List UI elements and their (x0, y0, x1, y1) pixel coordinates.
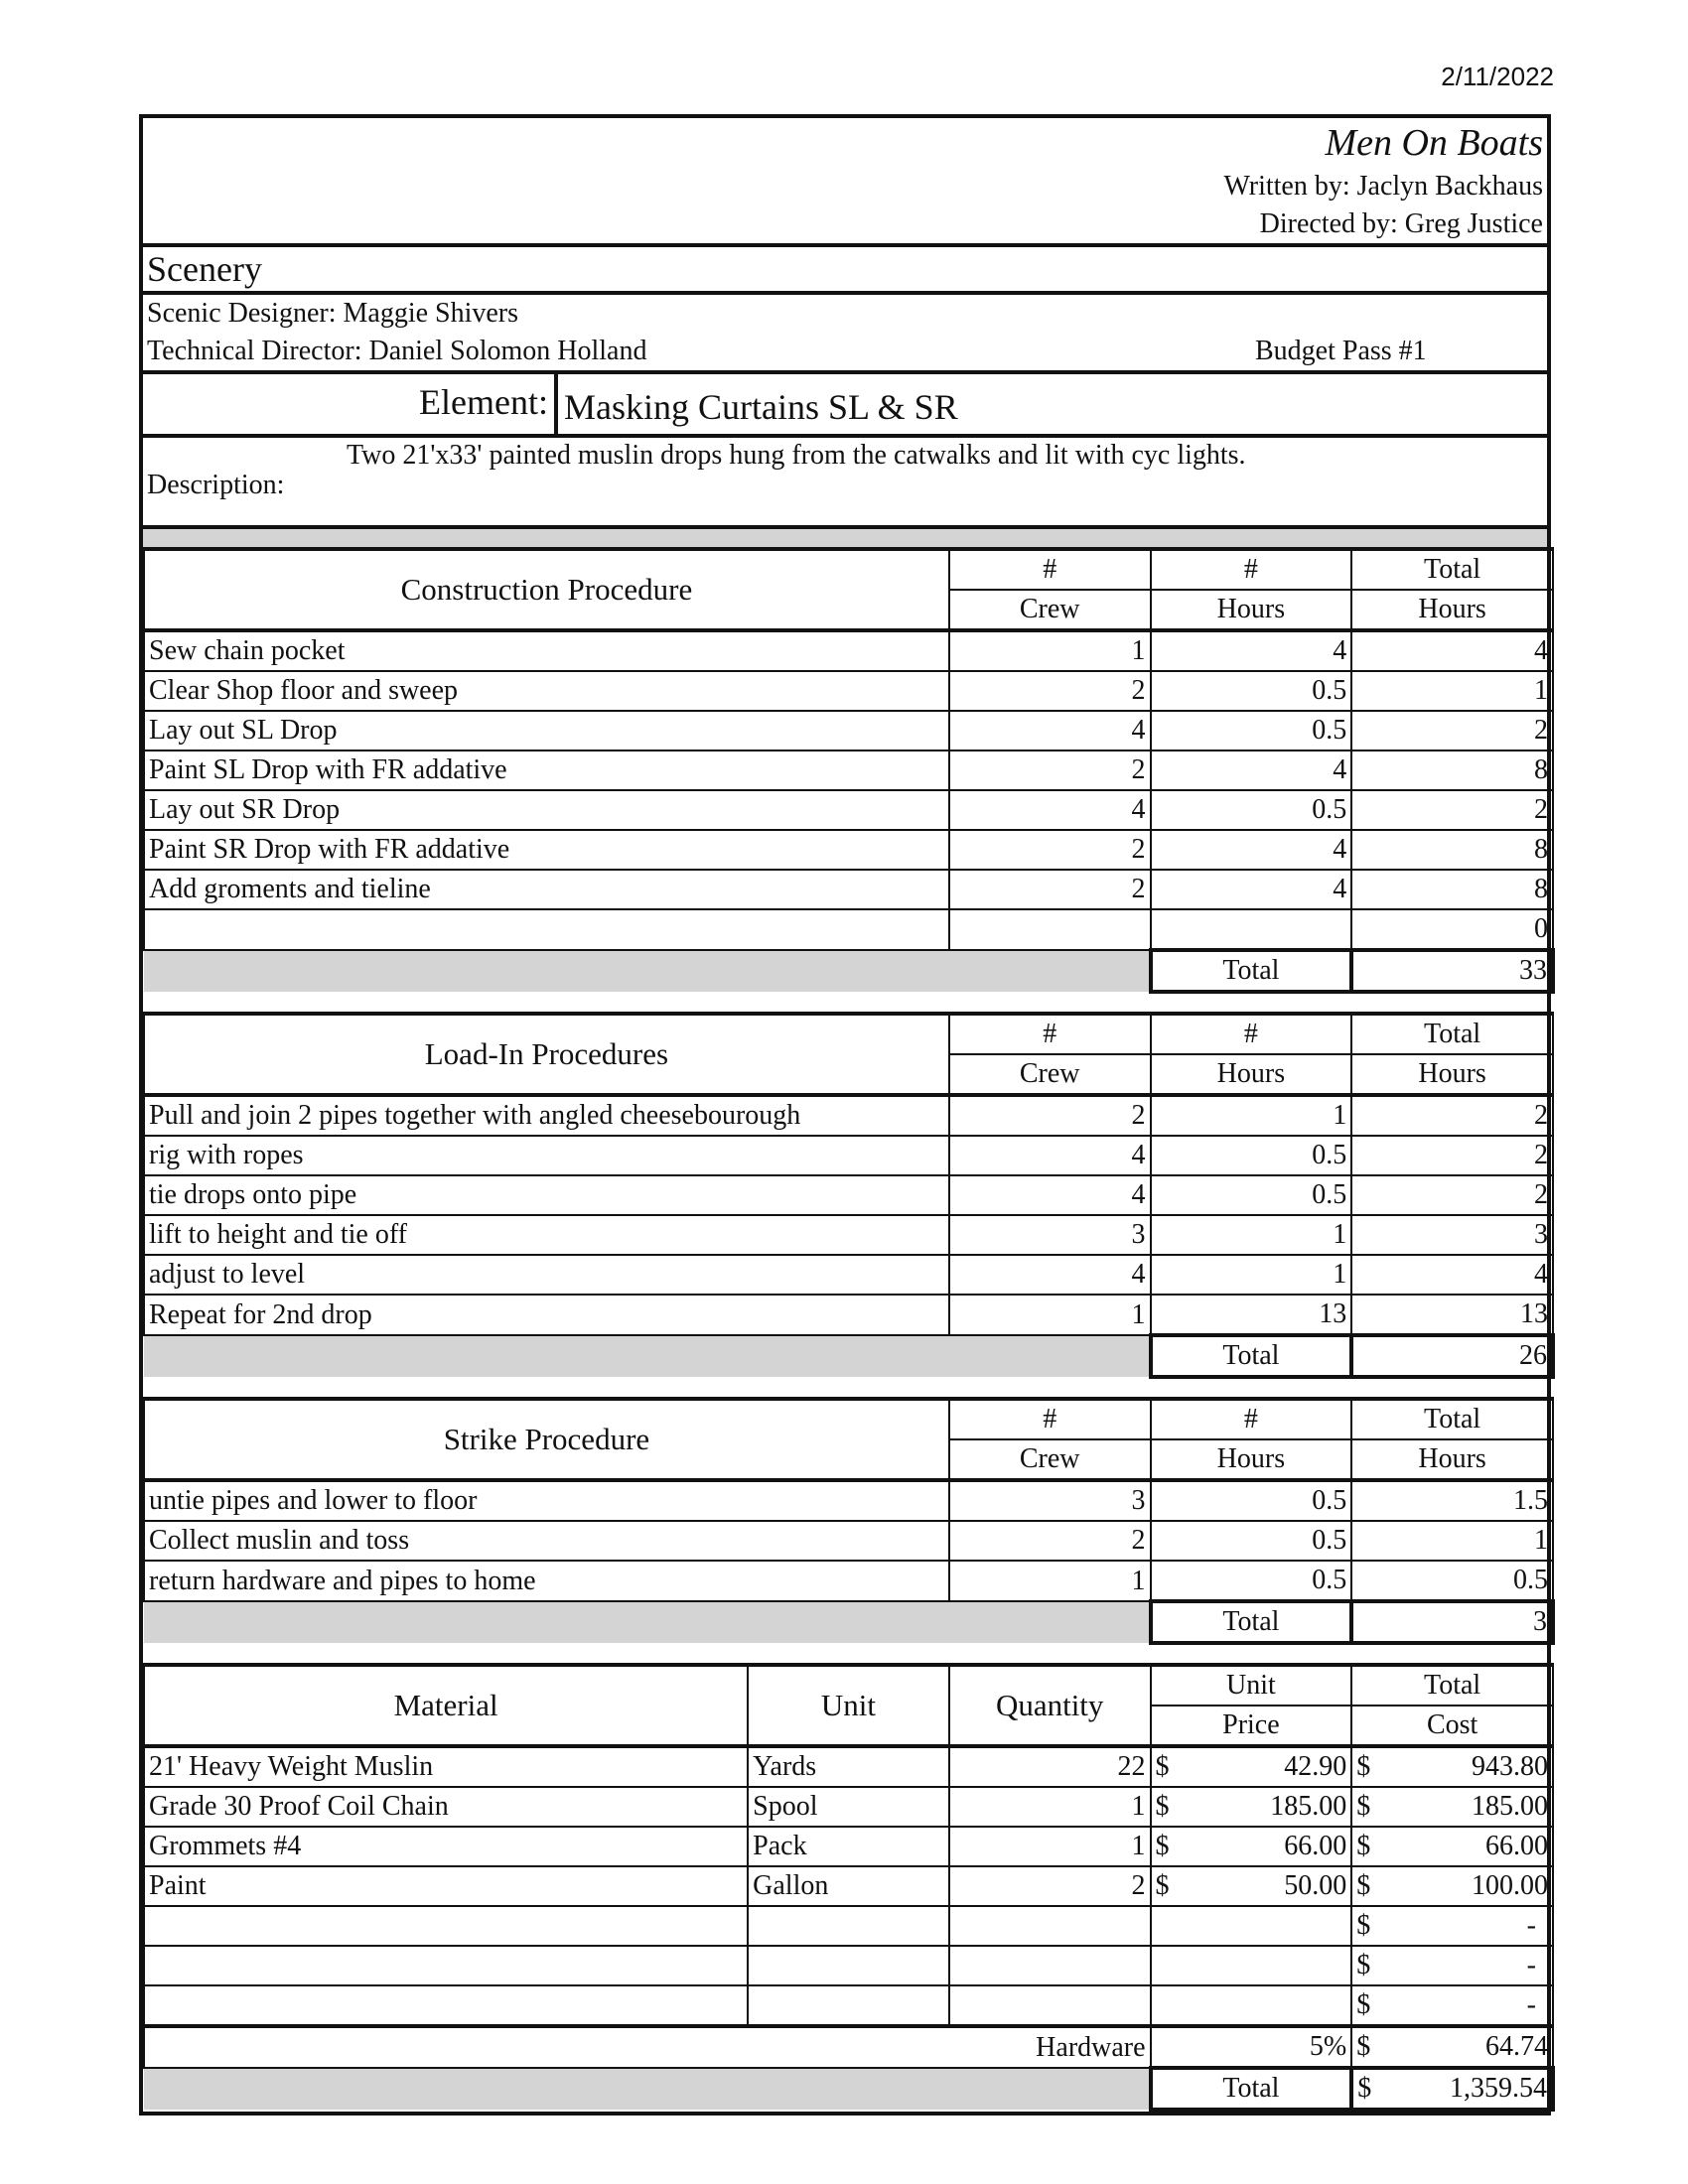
crew-cell: 4 (949, 1255, 1151, 1295)
table-row (144, 830, 1553, 870)
hours-cell (1151, 909, 1352, 950)
total-cost-cell (1351, 1827, 1553, 1866)
shaded-spacer (144, 1601, 1151, 1643)
task-cell: lift to height and tie off (144, 1215, 949, 1255)
hours-cell: 0.5 (1151, 671, 1352, 711)
crew-cell: 1 (949, 630, 1151, 671)
currency-sign: $ (1356, 1870, 1371, 1901)
header-row (144, 1399, 1553, 1439)
hours-hash-header: # (1151, 1399, 1352, 1439)
total-hours-cell: 2 (1351, 790, 1553, 830)
total-hours-cell: 8 (1351, 751, 1553, 790)
hours-header: Hours (1151, 590, 1352, 630)
total-hours-header: Hours (1351, 1439, 1553, 1480)
department: Scenery (139, 243, 1551, 291)
unit-cell (748, 1906, 949, 1946)
crew-cell: 2 (949, 671, 1151, 711)
total-hours-header: Hours (1351, 590, 1553, 630)
hours-cell: 0.5 (1151, 1480, 1352, 1521)
total-hours-cell: 13 (1351, 1295, 1553, 1335)
total-cost-header: Cost (1351, 1706, 1553, 1746)
total-label: Total (1151, 1601, 1352, 1643)
element-row (139, 370, 1551, 434)
currency-sign: $ (1356, 1791, 1371, 1822)
crew-cell: 2 (949, 751, 1151, 790)
strike-table (143, 1397, 1555, 1645)
section-title: Load-In Procedures (144, 1014, 949, 1095)
hours-cell: 0.5 (1151, 1561, 1352, 1601)
grand-total-row (144, 2068, 1553, 2110)
total-hours-cell: 1 (1351, 1521, 1553, 1561)
hours-cell: 0.5 (1151, 1175, 1352, 1215)
unit-cell: Spool (748, 1787, 949, 1827)
section-title: Construction Procedure (144, 549, 949, 630)
task-cell: Paint SR Drop with FR addative (144, 830, 949, 870)
task-cell: return hardware and pipes to home (144, 1561, 949, 1601)
unit-price-cell-value: 185.00 (1270, 1791, 1347, 1822)
table-row (144, 1175, 1553, 1215)
total-cost-header-top: Total (1351, 1665, 1553, 1706)
total-hours-cell: 2 (1351, 1095, 1553, 1136)
total-hours-cell: 3 (1351, 1215, 1553, 1255)
currency-sign: $ (1356, 1910, 1371, 1941)
total-cost-cell-value: - (1526, 1950, 1536, 1980)
sections (139, 525, 1551, 2116)
total-row (144, 1601, 1553, 1643)
crew-cell: 3 (949, 1215, 1151, 1255)
hours-cell: 0.5 (1151, 1521, 1352, 1561)
crew-cell: 1 (949, 1561, 1151, 1601)
total-cost-cell (1351, 1787, 1553, 1827)
task-cell: Lay out SL Drop (144, 711, 949, 751)
material-cell: Paint (144, 1866, 748, 1906)
currency-sign: $ (1155, 1870, 1170, 1901)
crew-cell: 2 (949, 870, 1151, 909)
total-hours-cell: 8 (1351, 870, 1553, 909)
currency-sign: $ (1155, 1831, 1170, 1861)
total-cost-cell-value: - (1526, 1910, 1536, 1941)
hardware-percent: 5% (1151, 2026, 1352, 2068)
crew-hash-header: # (949, 549, 1151, 590)
crew-cell: 4 (949, 790, 1151, 830)
quantity-cell: 2 (949, 1866, 1151, 1906)
crew-header: Crew (949, 590, 1151, 630)
material-cell (144, 1906, 748, 1946)
unit-cell: Yards (748, 1746, 949, 1787)
total-hours-cell: 1.5 (1351, 1480, 1553, 1521)
table-row (144, 1827, 1553, 1866)
unit-cell: Gallon (748, 1866, 949, 1906)
material-cell (144, 1946, 748, 1985)
spacer-bar (143, 529, 1547, 547)
crew-cell: 4 (949, 711, 1151, 751)
task-cell: Sew chain pocket (144, 630, 949, 671)
quantity-cell (949, 1985, 1151, 2026)
total-cost-cell-value: 943.80 (1472, 1751, 1548, 1782)
task-cell: rig with ropes (144, 1136, 949, 1175)
total-hours-cell: 4 (1351, 1255, 1553, 1295)
task-cell (144, 909, 949, 950)
hours-cell: 13 (1151, 1295, 1352, 1335)
description-row (139, 434, 1551, 525)
material-cell: Grade 30 Proof Coil Chain (144, 1787, 748, 1827)
crew-cell: 4 (949, 1136, 1151, 1175)
currency-sign: $ (1356, 1751, 1371, 1782)
table-row (144, 711, 1553, 751)
material-header: Material (144, 1665, 748, 1746)
total-header: Total (1351, 549, 1553, 590)
currency-sign: $ (1356, 1989, 1371, 2020)
grand-total (1351, 2068, 1553, 2110)
table-row (144, 1521, 1553, 1561)
total-cost-cell (1351, 1746, 1553, 1787)
unit-price-cell (1151, 1787, 1352, 1827)
shaded-spacer (144, 2068, 1151, 2110)
total-hours-cell: 1 (1351, 671, 1553, 711)
unit-price-cell (1151, 1946, 1352, 1985)
total-hours-cell: 0.5 (1351, 1561, 1553, 1601)
task-cell: Pull and join 2 pipes together with angled cheesebourough (144, 1095, 949, 1136)
section-total: 3 (1351, 1601, 1553, 1643)
unit-price-cell-value: 66.00 (1284, 1831, 1347, 1861)
total-cost-cell (1351, 1946, 1553, 1985)
unit-cell: Pack (748, 1827, 949, 1866)
materials-table (143, 1663, 1555, 2112)
header-row (144, 1014, 1553, 1054)
unit-price-cell (1151, 1906, 1352, 1946)
total-cost-cell-value: 100.00 (1472, 1870, 1548, 1901)
crew-cell: 2 (949, 830, 1151, 870)
total-cost-cell (1351, 1985, 1553, 2026)
budget-pass: Budget Pass #1 (1255, 336, 1427, 366)
task-cell: Repeat for 2nd drop (144, 1295, 949, 1335)
table-row (144, 1561, 1553, 1601)
crew-cell: 2 (949, 1521, 1151, 1561)
task-cell: Paint SL Drop with FR addative (144, 751, 949, 790)
table-row (144, 1746, 1553, 1787)
quantity-header: Quantity (949, 1665, 1151, 1746)
total-hours-header: Hours (1351, 1054, 1553, 1095)
total-row (144, 1335, 1553, 1377)
quantity-cell: 1 (949, 1787, 1151, 1827)
task-cell: tie drops onto pipe (144, 1175, 949, 1215)
hours-cell: 4 (1151, 830, 1352, 870)
hardware-cost-value: 64.74 (1485, 2031, 1548, 2062)
crew-cell: 4 (949, 1175, 1151, 1215)
hours-cell: 1 (1151, 1215, 1352, 1255)
show-header (139, 114, 1551, 243)
currency-sign: $ (1356, 1831, 1371, 1861)
table-row (144, 751, 1553, 790)
table-row (144, 671, 1553, 711)
unit-price-cell (1151, 1746, 1352, 1787)
task-cell: Add groments and tieline (144, 870, 949, 909)
currency-sign: $ (1356, 2031, 1371, 2062)
table-row (144, 1295, 1553, 1335)
unit-price-header-top: Unit (1151, 1665, 1352, 1706)
total-cost-cell (1351, 1906, 1553, 1946)
unit-cell (748, 1946, 949, 1985)
total-header: Total (1351, 1399, 1553, 1439)
table-row (144, 630, 1553, 671)
crew-cell (949, 909, 1151, 950)
hours-cell: 0.5 (1151, 790, 1352, 830)
crew-hash-header: # (949, 1014, 1151, 1054)
material-cell: 21' Heavy Weight Muslin (144, 1746, 748, 1787)
hours-cell: 1 (1151, 1255, 1352, 1295)
currency-sign: $ (1356, 1950, 1371, 1980)
table-row (144, 1787, 1553, 1827)
table-row (144, 1095, 1553, 1136)
currency-sign: $ (1155, 1791, 1170, 1822)
shaded-spacer (144, 950, 1151, 992)
total-label: Total (1151, 950, 1352, 992)
unit-header: Unit (748, 1665, 949, 1746)
crew-header: Crew (949, 1054, 1151, 1095)
unit-cell (748, 1985, 949, 2026)
total-hours-cell: 2 (1351, 1175, 1553, 1215)
section-title: Strike Procedure (144, 1399, 949, 1480)
element-name: Masking Curtains SL & SR (564, 387, 958, 427)
total-row (144, 950, 1553, 992)
task-cell: adjust to level (144, 1255, 949, 1295)
description-label: Description: (147, 470, 285, 500)
total-cost-cell-value: 185.00 (1472, 1791, 1548, 1822)
table-row (144, 1985, 1553, 2026)
crew-header: Crew (949, 1439, 1151, 1480)
task-cell: untie pipes and lower to floor (144, 1480, 949, 1521)
table-row (144, 1866, 1553, 1906)
show-title: Men On Boats (1325, 122, 1543, 164)
material-cell: Grommets #4 (144, 1827, 748, 1866)
currency-sign: $ (1357, 2073, 1372, 2104)
hours-cell: 0.5 (1151, 1136, 1352, 1175)
task-cell: Lay out SR Drop (144, 790, 949, 830)
hours-hash-header: # (1151, 549, 1352, 590)
staff-info (139, 291, 1551, 370)
total-hours-cell: 8 (1351, 830, 1553, 870)
shaded-spacer (144, 1335, 1151, 1377)
hours-cell: 1 (1151, 1095, 1352, 1136)
budget-sheet (139, 114, 1551, 2116)
element-label: Element: (143, 374, 558, 434)
table-row (144, 1255, 1553, 1295)
unit-price-header: Price (1151, 1706, 1352, 1746)
unit-price-cell (1151, 1866, 1352, 1906)
total-hours-cell: 0 (1351, 909, 1553, 950)
currency-sign: $ (1155, 1751, 1170, 1782)
written-by: Written by: Jaclyn Backhaus (1223, 171, 1543, 202)
total-hours-cell: 2 (1351, 711, 1553, 751)
total-cost-cell-value: 66.00 (1485, 1831, 1548, 1861)
material-cell (144, 1985, 748, 2026)
table-row (144, 1946, 1553, 1985)
quantity-cell (949, 1906, 1151, 1946)
unit-price-cell-value: 50.00 (1284, 1870, 1347, 1901)
crew-hash-header: # (949, 1399, 1151, 1439)
total-cost-cell-value: - (1526, 1989, 1536, 2020)
print-date: 2/11/2022 (1441, 62, 1554, 91)
task-cell: Collect muslin and toss (144, 1521, 949, 1561)
loadin-table (143, 1012, 1555, 1379)
total-label: Total (1151, 1335, 1352, 1377)
table-row (144, 870, 1553, 909)
hours-cell: 0.5 (1151, 711, 1352, 751)
scenic-designer: Scenic Designer: Maggie Shivers (147, 298, 519, 329)
crew-cell: 2 (949, 1095, 1151, 1136)
section-total: 26 (1351, 1335, 1553, 1377)
header-row (144, 1665, 1553, 1706)
construction-table (143, 547, 1555, 994)
table-row (144, 1480, 1553, 1521)
table-row (144, 1906, 1553, 1946)
table-row (144, 909, 1553, 950)
quantity-cell (949, 1946, 1151, 1985)
unit-price-cell (1151, 1985, 1352, 2026)
hours-hash-header: # (1151, 1014, 1352, 1054)
quantity-cell: 1 (949, 1827, 1151, 1866)
crew-cell: 1 (949, 1295, 1151, 1335)
hours-cell: 4 (1151, 870, 1352, 909)
hardware-label: Hardware (144, 2026, 1151, 2068)
crew-cell: 3 (949, 1480, 1151, 1521)
unit-price-cell-value: 42.90 (1284, 1751, 1347, 1782)
total-header: Total (1351, 1014, 1553, 1054)
total-hours-cell: 2 (1351, 1136, 1553, 1175)
hours-header: Hours (1151, 1439, 1352, 1480)
total-cost-cell (1351, 1866, 1553, 1906)
task-cell: Clear Shop floor and sweep (144, 671, 949, 711)
total-hours-cell: 4 (1351, 630, 1553, 671)
unit-price-cell (1151, 1827, 1352, 1866)
table-row (144, 1215, 1553, 1255)
hours-header: Hours (1151, 1054, 1352, 1095)
hardware-cost (1351, 2026, 1553, 2068)
hardware-row (144, 2026, 1553, 2068)
grand-total-label: Total (1151, 2068, 1352, 2110)
table-row (144, 1136, 1553, 1175)
directed-by: Directed by: Greg Justice (1259, 208, 1543, 239)
description-text: Two 21'x33' painted muslin drops hung from the catwalks and lit with cyc lights. (347, 440, 1246, 471)
section-total: 33 (1351, 950, 1553, 992)
quantity-cell: 22 (949, 1746, 1151, 1787)
hours-cell: 4 (1151, 630, 1352, 671)
grand-total-value: 1,359.54 (1450, 2073, 1547, 2104)
header-row (144, 549, 1553, 590)
hours-cell: 4 (1151, 751, 1352, 790)
table-row (144, 790, 1553, 830)
technical-director: Technical Director: Daniel Solomon Holland (147, 336, 647, 366)
